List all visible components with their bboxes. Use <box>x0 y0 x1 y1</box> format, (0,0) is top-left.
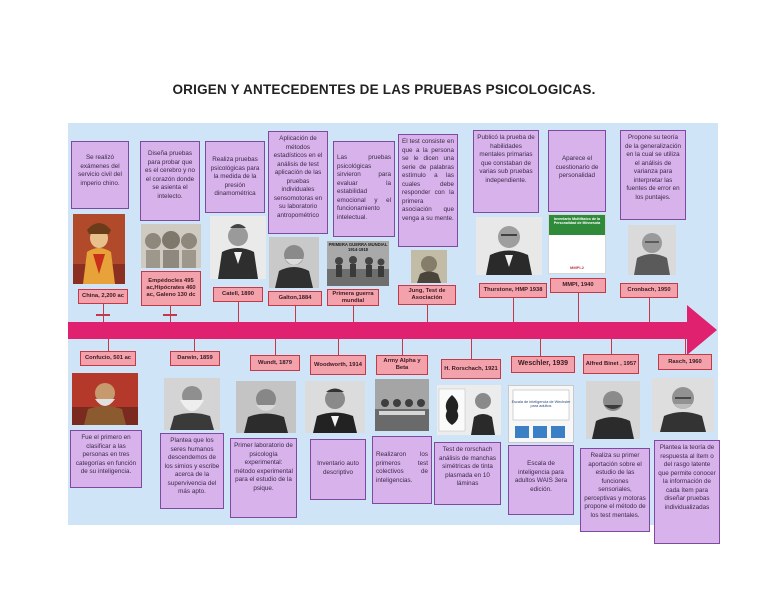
tick <box>578 293 579 322</box>
thurstone-portrait <box>476 217 542 275</box>
event-label-ww1: Primera guerra mundial <box>327 289 379 306</box>
event-text-cronbach: Propone su teoría de la generalización en la cual se utiliza el análisis de varianza para interpretar las fuentes de error en los puntajes. <box>620 130 686 220</box>
event-label-catell: Catell, 1890 <box>213 287 263 302</box>
event-text-binet: Realiza su primer aportación sobre el estudio de las funciones sensoriales, perceptivas y motoras propone el método de los test mentales. <box>580 448 650 532</box>
event-label-galton: Galton,1884 <box>268 291 322 306</box>
event-text-wundt: Primer laboratorio de psicología experimental: método experimental para el estudio de la psique. <box>230 438 297 518</box>
event-label-rorschach: H. Rorschach, 1921 <box>441 359 501 379</box>
event-label-cronbach: Cronbach, 1950 <box>620 283 678 298</box>
tick <box>194 339 195 351</box>
wundt-portrait <box>236 381 296 433</box>
tick <box>513 298 514 322</box>
event-label-darwin: Darwin, 1859 <box>170 351 220 366</box>
tick <box>611 339 612 354</box>
darwin-portrait <box>164 378 220 430</box>
event-label-army: Army Alpha y Beta <box>376 355 428 375</box>
event-text-catell: Realiza pruebas psicológicas para la medida de la presión dinamométrica <box>205 141 265 213</box>
page-title: ORIGEN Y ANTECEDENTES DE LAS PRUEBAS PSICOLOGICAS. <box>172 82 596 97</box>
event-label-china: China, 2,200 ac <box>78 289 128 304</box>
catell-caption: James Catell <box>225 273 251 278</box>
event-text-thurstone: Publicó la prueba de habilidades mentales primarias que constaban de varias sub pruebas independiente. <box>473 130 539 213</box>
event-text-army: Realizaron los primeros test colectivos de inteligencias. <box>372 436 432 504</box>
tick <box>338 339 339 355</box>
chinese-emperor-image <box>73 214 125 284</box>
timeline-arrow <box>68 322 688 339</box>
tick-marker <box>163 314 177 316</box>
event-text-empedocles: Diseña pruebas para probar que es el cerebro y no el corazón donde se asienta el intelecto. <box>140 141 200 221</box>
event-label-wundt: Wundt, 1879 <box>250 355 300 371</box>
event-text-rorschach: Test de rorschach análisis de manchas simétricas de tinta plasmada en 10 láminas <box>434 442 501 505</box>
event-label-weschler: Weschler, 1939 <box>511 356 575 373</box>
timeline-arrowhead <box>687 305 717 355</box>
tick <box>471 339 472 359</box>
tick <box>649 298 650 322</box>
tick <box>103 304 104 322</box>
cronbach-portrait <box>628 225 676 275</box>
james-catell-portrait <box>210 216 266 279</box>
jung-portrait <box>411 250 447 283</box>
event-text-darwin: Plantea que los seres humanos descendemos de los simios y escribe acerca de la supervivencia del más apto. <box>160 433 224 509</box>
tick-marker <box>96 314 110 316</box>
tick <box>275 339 276 355</box>
mmpi-book-cover <box>548 214 606 274</box>
tick <box>238 302 239 322</box>
event-label-thurstone: Thurstone, HMP 1938 <box>479 283 547 298</box>
galton-portrait <box>269 237 319 288</box>
event-label-mmpi: MMPI, 1940 <box>550 278 606 293</box>
army-alpha-beta-image <box>375 379 429 431</box>
event-text-rasch: Plantea la teoría de respuesta al ítem o del rasgo latente que permite conocer la información de cada ítem para diseñar pruebas individualizadas <box>654 440 720 544</box>
event-text-china: Se realizó exámenes del servicio civil del imperio chino. <box>71 141 129 209</box>
tick <box>108 339 109 351</box>
tick <box>540 339 541 356</box>
greek-philosophers-image <box>141 224 201 268</box>
event-text-ww1: Las pruebas psicológicas sirvieron para evaluar la estabilidad emocional y el funcionamiento intelectual. <box>333 141 395 237</box>
event-label-woodworth: Woodworth, 1914 <box>310 355 366 375</box>
woodworth-portrait <box>305 381 365 433</box>
tick <box>402 339 403 355</box>
event-text-confucio: Fue el primero en clasificar a las personas en tres categorías en función de su inteligencia. <box>70 430 142 488</box>
rasch-portrait <box>652 378 714 432</box>
event-label-jung: Jung, Test de Asociación <box>398 285 456 305</box>
mmpi-title: Inventario Multifásico de la Personalidad de Minnesota <box>553 217 601 226</box>
ww1-caption: PRIMERA GUERRA MUNDIAL 1914-1918 <box>328 242 388 252</box>
event-label-empedocles: Empédocles 495 ac,Hipócrates 460 ac, Galeno 130 dc <box>141 271 201 306</box>
confucius-image <box>72 373 138 425</box>
event-text-woodworth: Inventario auto descriptivo <box>310 439 366 500</box>
event-text-weschler: Escala de inteligencia para adultos WAIS 3era edición. <box>508 445 574 515</box>
ww1-soldiers-image <box>327 241 389 286</box>
event-text-mmpi: Aparece el cuestionario de personalidad <box>548 130 606 212</box>
rorschach-image <box>437 385 501 435</box>
event-label-rasch: Rasch, 1960 <box>658 354 712 370</box>
event-label-binet: Alfred Binet , 1957 <box>583 354 639 374</box>
wais-test-image <box>508 385 574 443</box>
tick <box>427 305 428 322</box>
tick <box>295 306 296 322</box>
event-text-galton: Aplicación de métodos estadísticos en el análisis de test aplicación de las pruebas individuales sensomotoras en su laboratorio antropométrico <box>268 131 328 234</box>
event-label-confucio: Confucio, 501 ac <box>80 351 136 366</box>
tick <box>685 339 686 354</box>
event-text-jung: El test consiste en que a la persona se le dicen una serie de palabras estímulo a las cuales debe responder con la primera asociación que venga a su mente. <box>398 134 458 247</box>
wais-caption: Escala de inteligencia de Wechsler para adultos <box>511 400 571 408</box>
binet-portrait <box>586 381 640 439</box>
tick <box>353 306 354 322</box>
mmpi-subtitle: MMPI-2 <box>570 265 584 270</box>
